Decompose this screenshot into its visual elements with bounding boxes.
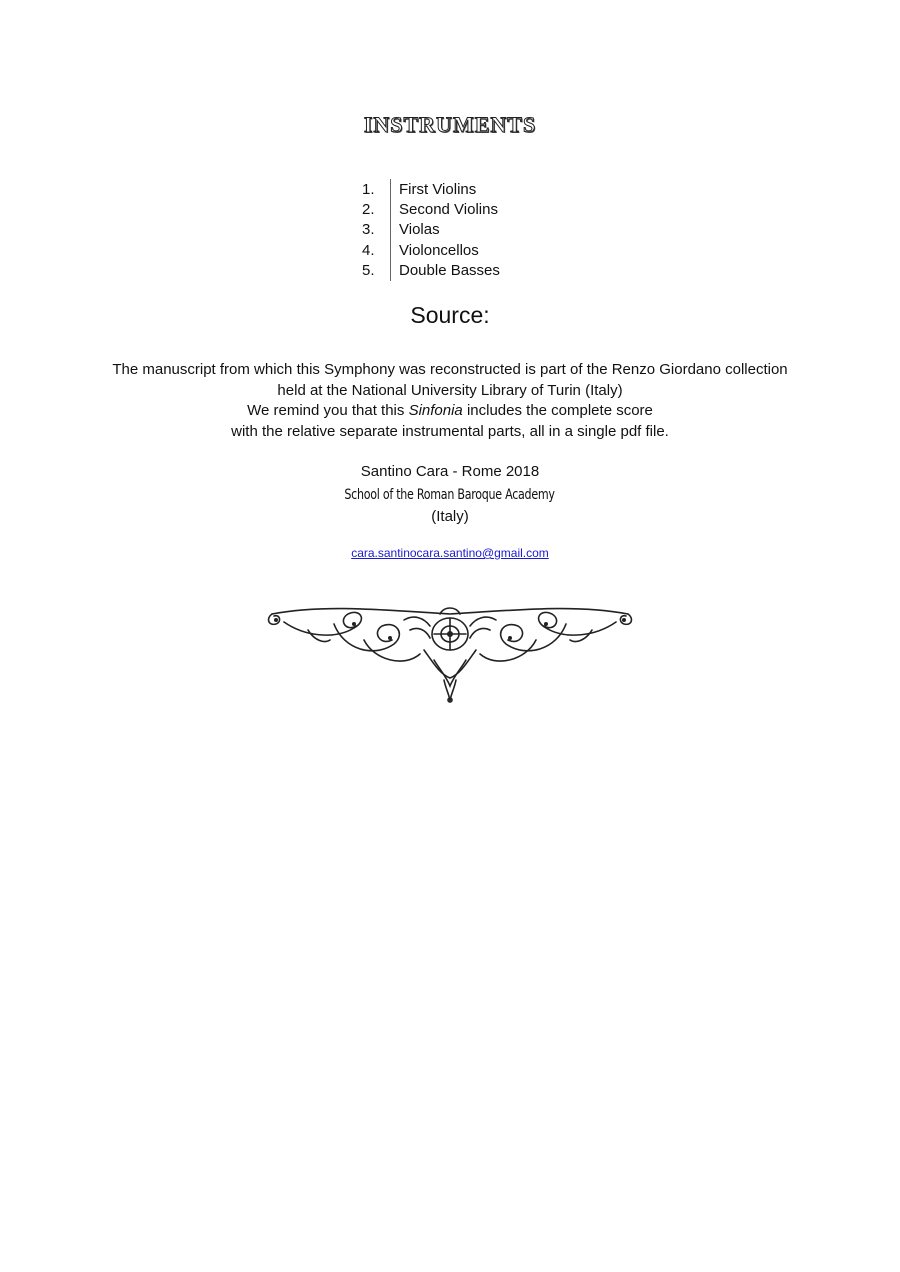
list-item-number: 1.: [362, 180, 375, 198]
list-item-number: 4.: [362, 241, 375, 259]
list-item-number: 3.: [362, 221, 375, 239]
list-item-label: First Violins: [390, 179, 476, 199]
page-title: INSTRUMENTS: [363, 112, 537, 137]
list-item: [362, 179, 562, 199]
list-item-label: Violas: [390, 220, 440, 240]
list-item-number: 5.: [362, 262, 375, 280]
baroque-scroll-ornament-icon: [264, 600, 636, 706]
paragraph-line: with the relative separate instrumental parts, all in a single pdf file.: [231, 422, 669, 440]
paragraph-line: held at the National University Library of Turin (Italy): [277, 381, 623, 399]
paragraph-text: includes the complete score: [462, 402, 653, 419]
list-item-label: Second Violins: [390, 199, 498, 219]
author-line: Santino Cara - Rome 2018: [360, 463, 540, 480]
paragraph-text: We remind you that this: [247, 402, 409, 419]
list-item: [362, 261, 562, 281]
list-item: [362, 220, 562, 240]
email-container: [0, 546, 900, 560]
list-item-number: 2.: [362, 201, 375, 219]
list-item-label: Double Basses: [390, 261, 500, 281]
country-line: (Italy): [431, 508, 469, 525]
list-item: [362, 199, 562, 219]
sinfonia-emphasis: Sinfonia: [408, 402, 463, 419]
source-paragraph: [0, 360, 900, 442]
list-item: [362, 240, 562, 260]
school-line: School of the Roman Baroque Academy: [344, 486, 556, 503]
credits: [0, 461, 900, 529]
paragraph-line: [0, 401, 900, 422]
list-item-label: Violoncellos: [390, 240, 479, 260]
paragraph-line: The manuscript from which this Symphony was reconstructed is part of the Renzo Giordano collection: [112, 361, 788, 378]
source-heading: Source:: [410, 302, 490, 328]
email-link[interactable]: cara.santinocara.santino@gmail.com: [351, 546, 549, 560]
instrument-list: [362, 179, 562, 281]
